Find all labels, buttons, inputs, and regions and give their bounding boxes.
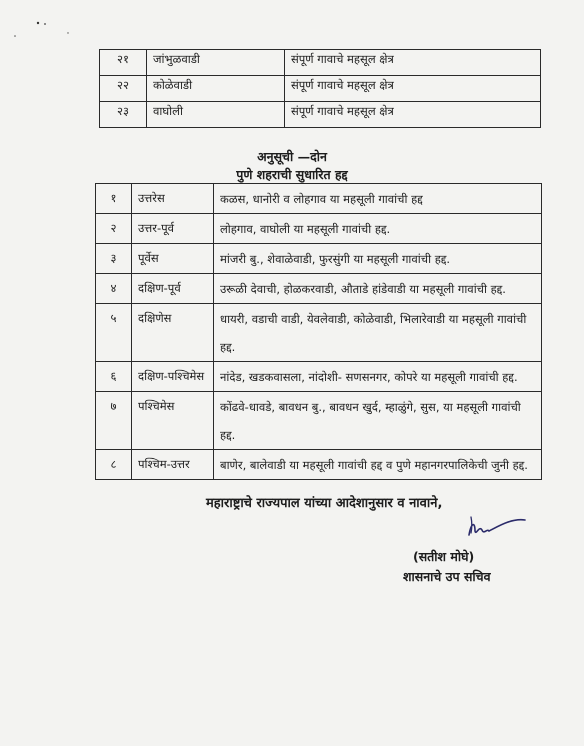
village-name: कोळेवाडी — [147, 76, 285, 102]
table-row — [96, 450, 542, 480]
direction: पश्चिम-उत्तर — [132, 450, 214, 480]
table-row — [100, 76, 541, 102]
table-row — [96, 184, 542, 214]
table-row — [100, 50, 541, 76]
row-number: १ — [96, 184, 132, 214]
boundary-description: कोंढवे-धावडे, बावधन बु., बावधन खुर्द, म्हाळुंगे, सुस, या महसूली गावांची हद्द. — [214, 392, 542, 450]
table-row — [96, 274, 542, 304]
signer-designation: शासनाचे उप सचिव — [403, 569, 491, 584]
direction: दक्षिण-पश्चिमेस — [132, 362, 214, 392]
boundary-description: नांदेड, खडकवासला, नांदोशी- सणसनगर, कोपरे या महसूली गावांची हद्द. — [214, 362, 542, 392]
row-number: ७ — [96, 392, 132, 450]
direction: उत्तर-पूर्व — [132, 214, 214, 244]
schedule-subtitle: पुणे शहराची सुधारित हद्द — [236, 167, 348, 182]
boundary-description: कळस, धानोरी व लोहगाव या महसूली गावांची हद्द — [214, 184, 542, 214]
table-row — [96, 244, 542, 274]
row-number: २ — [96, 214, 132, 244]
schedule-title: अनुसूची —दोन — [257, 149, 327, 164]
direction: पूर्वेस — [132, 244, 214, 274]
village-name: वाघोली — [147, 102, 285, 128]
boundary-description: लोहगाव, वाघोली या महसूली गावांची हद्द. — [214, 214, 542, 244]
direction: उत्तरेस — [132, 184, 214, 214]
row-number: ६ — [96, 362, 132, 392]
area-description: संपूर्ण गावाचे महसूल क्षेत्र — [285, 50, 541, 76]
row-number: ४ — [96, 274, 132, 304]
row-number: २२ — [100, 76, 147, 102]
table-row — [96, 214, 542, 244]
direction: पश्चिमेस — [132, 392, 214, 450]
village-name: जांभुळवाडी — [147, 50, 285, 76]
row-number: २१ — [100, 50, 147, 76]
signature-mark — [461, 510, 531, 548]
village-revenue-table — [99, 49, 541, 128]
table-row — [96, 392, 542, 450]
boundary-table — [95, 183, 542, 480]
direction: दक्षिणेस — [132, 304, 214, 362]
boundary-description: धायरी, वडाची वाडी, येवलेवाडी, कोळेवाडी, भिलारेवाडी या महसूली गावांची हद्द. — [214, 304, 542, 362]
table-row — [96, 304, 542, 362]
boundary-description: मांजरी बु., शेवाळेवाडी, फुरसुंगी या महसूली गावांची हद्द. — [214, 244, 542, 274]
area-description: संपूर्ण गावाचे महसूल क्षेत्र — [285, 102, 541, 128]
boundary-description: बाणेर, बालेवाडी या महसूली गावांची हद्द व पुणे महानगरपालिकेची जुनी हद्द. — [214, 450, 542, 480]
boundary-description: उरूळी देवाची, होळकरवाडी, औताडे हांडेवाडी या महसूली गावांची हद्द. — [214, 274, 542, 304]
direction: दक्षिण-पूर्व — [132, 274, 214, 304]
closing-line: महाराष्ट्राचे राज्यपाल यांच्या आदेशानुसार व नावाने, — [206, 496, 443, 511]
area-description: संपूर्ण गावाचे महसूल क्षेत्र — [285, 76, 541, 102]
row-number: ३ — [96, 244, 132, 274]
row-number: ५ — [96, 304, 132, 362]
row-number: ८ — [96, 450, 132, 480]
table-row — [96, 362, 542, 392]
table-row — [100, 102, 541, 128]
signer-name: (सतीश मोघे) — [413, 549, 475, 564]
row-number: २३ — [100, 102, 147, 128]
